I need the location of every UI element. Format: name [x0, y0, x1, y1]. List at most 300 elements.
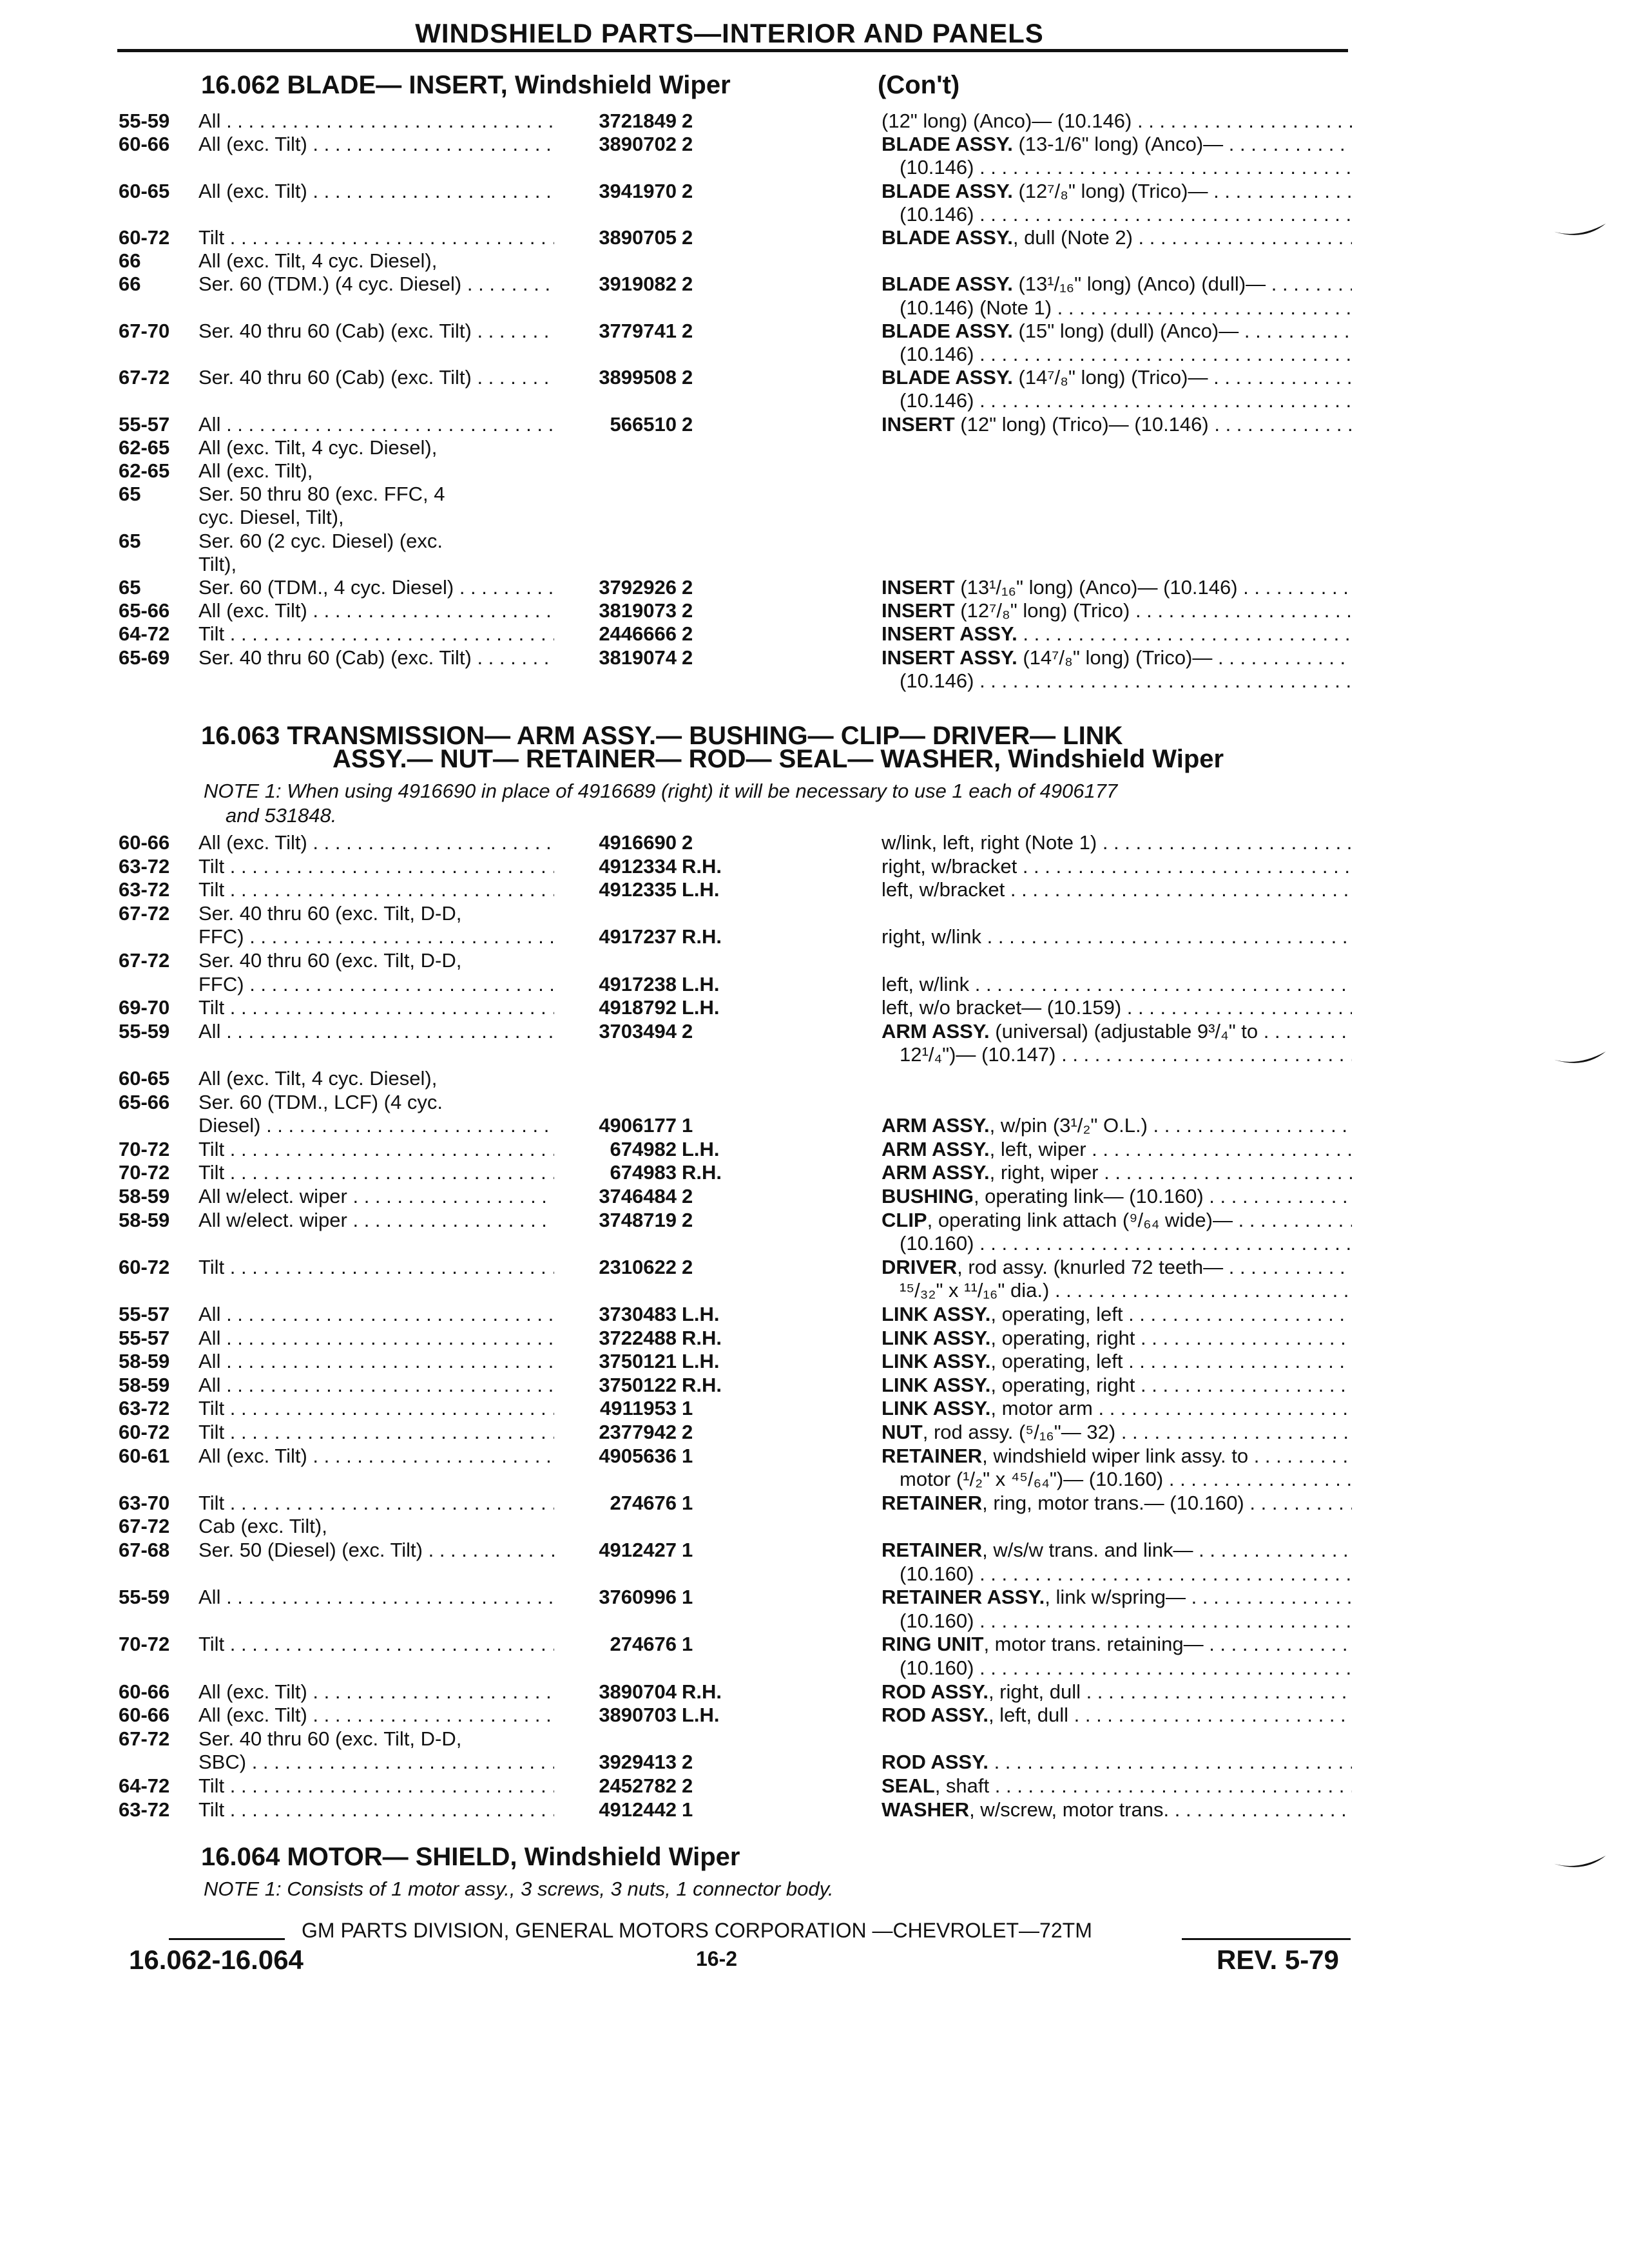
table-row: [0, 902, 1629, 925]
part-number: 3750122: [599, 1373, 677, 1396]
description-text: , left, wiper: [989, 1137, 1086, 1160]
application: Ser. 40 thru 60 (exc. Tilt, D-D,: [198, 949, 462, 972]
table-row: [0, 669, 1629, 693]
part-name: BLADE ASSY.: [882, 273, 1013, 296]
table-row: [0, 576, 1629, 599]
year-range: 60-61: [119, 1444, 170, 1467]
table-row: [0, 203, 1629, 226]
part-name: INSERT: [882, 412, 955, 436]
application: All . . .: [198, 413, 554, 436]
description-text: , operating, right: [990, 1326, 1135, 1349]
description-text: (10.146): [900, 202, 974, 226]
description: [882, 1043, 1352, 1066]
table-row: [0, 343, 1629, 366]
table-row: [0, 1633, 1629, 1656]
quantity: 2: [682, 646, 693, 669]
year-range: 55-59: [119, 110, 170, 132]
description: [882, 576, 1352, 599]
quantity: 1: [682, 1114, 693, 1137]
part-number: 3929413: [599, 1751, 677, 1774]
year-range: 58-59: [119, 1185, 170, 1207]
quantity: 2: [682, 1774, 693, 1797]
application: All (exc. Tilt) . . .: [198, 1704, 554, 1727]
description-text: (14⁷/₈" long) (Trico)—: [1017, 646, 1213, 669]
table-row: [0, 1279, 1629, 1302]
description: [882, 622, 1352, 646]
description-text: , left, dull: [988, 1704, 1069, 1727]
description: [882, 996, 1352, 1019]
description-text: , shaft: [934, 1774, 990, 1797]
part-number: 2377942: [599, 1421, 677, 1443]
table-row: [0, 156, 1629, 179]
part-name: INSERT: [882, 576, 955, 599]
description-text: , operating, left: [990, 1350, 1123, 1373]
description-text: (10.160): [900, 1609, 974, 1632]
quantity: L.H.: [682, 972, 720, 995]
description: [882, 1751, 1352, 1774]
part-number: 2452782: [599, 1774, 677, 1797]
description: [882, 1397, 1352, 1420]
application: Tilt . . .: [198, 1161, 554, 1184]
application: Ser. 50 thru 80 (exc. FFC, 4: [198, 483, 445, 506]
application: Ser. 40 thru 60 (exc. Tilt, D-D,: [198, 901, 462, 925]
quantity: R.H.: [682, 925, 722, 948]
application: Ser. 50 (Diesel) (exc. Tilt) . . .: [198, 1539, 554, 1562]
part-name: INSERT ASSY.: [882, 646, 1017, 669]
description-text: (13-1/6" long) (Anco)—: [1012, 133, 1224, 156]
page-header: WINDSHIELD PARTS—INTERIOR AND PANELS: [415, 18, 1044, 48]
table-row: [0, 1539, 1629, 1562]
part-number: 3890705: [599, 226, 677, 249]
table-row: [0, 646, 1629, 669]
application: Diesel) . . .: [198, 1114, 554, 1137]
part-name: BLADE ASSY.: [882, 179, 1013, 202]
description: [882, 1209, 1352, 1232]
year-range: 67-72: [119, 1727, 170, 1750]
year-range: 67-70: [119, 319, 170, 342]
table-row: [0, 1091, 1629, 1114]
quantity: 1: [682, 1491, 693, 1514]
table-row: [0, 1185, 1629, 1208]
part-number: 3779741: [599, 319, 677, 342]
table-row: [0, 1774, 1629, 1798]
table-row: [0, 296, 1629, 320]
description: [882, 831, 1352, 854]
table-row: [0, 483, 1629, 506]
description-text: (12⁷/₈" long) (Trico): [954, 599, 1130, 622]
description: [882, 226, 1352, 249]
part-name: NUT: [882, 1421, 923, 1443]
application: All (exc. Tilt) . . .: [198, 831, 554, 854]
part-name: INSERT ASSY.: [882, 622, 1017, 646]
table-row: [0, 1468, 1629, 1491]
year-range: 67-68: [119, 1539, 170, 1561]
quantity: R.H.: [682, 1680, 722, 1703]
part-name: ARM ASSY.: [882, 1137, 990, 1160]
application: All . . .: [198, 1303, 554, 1326]
application: All w/elect. wiper . . .: [198, 1209, 554, 1232]
table-row: [0, 1445, 1629, 1468]
application: cyc. Diesel, Tilt),: [198, 506, 344, 529]
description: [882, 180, 1352, 203]
part-name: BLADE ASSY.: [882, 366, 1013, 389]
description: [882, 1704, 1352, 1727]
description: [882, 1657, 1352, 1680]
table-row: [0, 133, 1629, 156]
binder-hole-mark-icon: [1552, 222, 1607, 242]
year-range: 66: [119, 249, 141, 273]
description: [882, 878, 1352, 901]
description-text: , ring, motor trans.— (10.160): [982, 1491, 1244, 1514]
table-row: [0, 1562, 1629, 1586]
description-text: , operating link— (10.160): [973, 1185, 1204, 1207]
part-name: WASHER: [882, 1798, 970, 1821]
description: [882, 646, 1352, 669]
part-number: 4917237: [599, 925, 677, 948]
application: Ser. 60 (2 cyc. Diesel) (exc.: [198, 529, 443, 552]
application: All (exc. Tilt, 4 cyc. Diesel),: [198, 249, 438, 273]
quantity: 2: [682, 576, 693, 599]
part-number: 3890703: [599, 1704, 677, 1727]
table-row: [0, 1515, 1629, 1538]
part-name: LINK ASSY.: [882, 1397, 991, 1420]
description: [882, 925, 1352, 948]
year-range: 65: [119, 576, 141, 599]
table-row: [0, 1232, 1629, 1255]
part-number: 4905636: [599, 1444, 677, 1467]
year-range: 60-72: [119, 1255, 170, 1278]
quantity: 1: [682, 1539, 693, 1561]
description-text: right, w/bracket: [882, 854, 1017, 878]
application: Cab (exc. Tilt),: [198, 1515, 327, 1538]
section-title-16-062: 16.062 BLADE— INSERT, Windshield Wiper: [201, 71, 731, 99]
description: [882, 1562, 1352, 1586]
year-range: 60-72: [119, 1421, 170, 1443]
description-text: , dull (Note 2): [1012, 226, 1133, 249]
description-text: (14⁷/₈" long) (Trico)—: [1012, 366, 1208, 389]
quantity: 2: [682, 1255, 693, 1278]
description-text: , link w/spring—: [1045, 1586, 1186, 1609]
description: [882, 1421, 1352, 1444]
description-text: (10.146): [900, 156, 974, 179]
application: Tilt . . .: [198, 1774, 554, 1798]
table-row: [0, 878, 1629, 901]
footer-rule-left: [169, 1938, 285, 1940]
description-text: , operating, right: [990, 1373, 1135, 1396]
year-range: 63-72: [119, 854, 170, 878]
part-number: 674982: [610, 1137, 677, 1160]
description-text: , rod assy. (⁵/₁₆"— 32): [922, 1421, 1116, 1443]
table-row: [0, 180, 1629, 203]
table-row: [0, 1492, 1629, 1515]
year-range: 60-66: [119, 1704, 170, 1727]
description-text: (10.146): [900, 389, 974, 412]
table-row: [0, 389, 1629, 412]
description: [882, 1020, 1352, 1043]
application: Tilt . . .: [198, 1798, 554, 1821]
table-row: [0, 553, 1629, 576]
year-range: 55-57: [119, 1303, 170, 1325]
application: Ser. 60 (TDM.) (4 cyc. Diesel) . . .: [198, 273, 554, 296]
year-range: 60-65: [119, 179, 170, 202]
description: [882, 1680, 1352, 1704]
description: [882, 1610, 1352, 1633]
application: Tilt),: [198, 552, 237, 575]
description-text: w/link, left, right (Note 1): [882, 831, 1097, 854]
table-row: [0, 1727, 1629, 1751]
application: Tilt . . .: [198, 1256, 554, 1279]
part-number: 4912334: [599, 854, 677, 878]
quantity: 2: [682, 179, 693, 202]
description: [882, 320, 1352, 343]
table-row: [0, 1610, 1629, 1633]
section-continued-label: (Con't): [878, 71, 960, 99]
application: All w/elect. wiper . . .: [198, 1185, 554, 1208]
table-row: [0, 949, 1629, 972]
quantity: L.H.: [682, 1350, 720, 1373]
quantity: L.H.: [682, 1704, 720, 1727]
description-text: (12" long) (Trico)— (10.146): [954, 412, 1209, 436]
part-name: LINK ASSY.: [882, 1303, 991, 1325]
part-name: ARM ASSY.: [882, 1161, 990, 1184]
part-name: LINK ASSY.: [882, 1326, 991, 1349]
part-name: BLADE ASSY.: [882, 319, 1013, 342]
table-row: [0, 436, 1629, 459]
application: Ser. 40 thru 60 (Cab) (exc. Tilt) . . .: [198, 366, 554, 389]
part-name: ROD ASSY.: [882, 1704, 988, 1727]
quantity: 1: [682, 1633, 693, 1656]
quantity: 1: [682, 1397, 693, 1420]
part-number: 4906177: [599, 1114, 677, 1137]
quantity: 1: [682, 1798, 693, 1821]
description-text: , windshield wiper link assy. to: [982, 1444, 1249, 1467]
table-row: [0, 1397, 1629, 1420]
year-range: 64-72: [119, 1774, 170, 1797]
description: [882, 1798, 1352, 1821]
part-name: DRIVER: [882, 1255, 958, 1278]
part-name: RETAINER: [882, 1444, 983, 1467]
part-name: LINK ASSY.: [882, 1373, 991, 1396]
description-text: , w/screw, motor trans.: [969, 1798, 1170, 1821]
part-name: ROD ASSY.: [882, 1751, 988, 1774]
description-text: right, w/link: [882, 925, 982, 948]
description: [882, 343, 1352, 366]
table-row: [0, 1798, 1629, 1821]
quantity: 1: [682, 1586, 693, 1609]
table-row: [0, 1704, 1629, 1727]
table-row: [0, 530, 1629, 553]
part-name: ARM ASSY.: [882, 1019, 990, 1043]
quantity: 2: [682, 110, 693, 132]
part-number: 3819074: [599, 646, 677, 669]
year-range: 60-65: [119, 1067, 170, 1090]
table-row: [0, 622, 1629, 646]
part-name: BUSHING: [882, 1185, 974, 1207]
description: [882, 1468, 1352, 1491]
application: All (exc. Tilt) . . .: [198, 180, 554, 203]
table-row: [0, 459, 1629, 483]
quantity: R.H.: [682, 1161, 722, 1184]
part-number: 4912442: [599, 1798, 677, 1821]
description: [882, 1774, 1352, 1798]
year-range: 58-59: [119, 1208, 170, 1231]
application: All (exc. Tilt) . . .: [198, 599, 554, 622]
part-number: 3890704: [599, 1680, 677, 1703]
quantity: 2: [682, 1751, 693, 1774]
quantity: 1: [682, 1444, 693, 1467]
description-text: (10.160): [900, 1562, 974, 1585]
part-number: 4916690: [599, 831, 677, 854]
table-row: [0, 1161, 1629, 1184]
part-number: 4918792: [599, 996, 677, 1019]
year-range: 63-72: [119, 878, 170, 901]
table-row: [0, 1114, 1629, 1137]
binder-hole-mark-icon: [1552, 1050, 1607, 1070]
part-number: 3746484: [599, 1185, 677, 1207]
description-text: , motor arm: [990, 1397, 1093, 1420]
year-range: 70-72: [119, 1137, 170, 1160]
part-number: 3760996: [599, 1586, 677, 1609]
part-number: 4917238: [599, 972, 677, 995]
description: [882, 133, 1352, 156]
year-range: 58-59: [119, 1373, 170, 1396]
footer-page-number: 16-2: [696, 1947, 738, 1970]
description: [882, 1161, 1352, 1184]
description: [882, 669, 1352, 693]
description: [882, 1374, 1352, 1397]
description-text: (10.146) (Note 1): [900, 296, 1052, 319]
year-range: 65-69: [119, 646, 170, 669]
description: [882, 1256, 1352, 1279]
description: [882, 1539, 1352, 1562]
table-row: [0, 1586, 1629, 1609]
table-row: [0, 413, 1629, 436]
description-text: , w/pin (3¹/₂" O.L.): [989, 1114, 1148, 1137]
part-number: 3748719: [599, 1208, 677, 1231]
year-range: 67-72: [119, 1515, 170, 1538]
quantity: 2: [682, 412, 693, 436]
description: [882, 1327, 1352, 1350]
description: [882, 389, 1352, 412]
description: [882, 203, 1352, 226]
year-range: 70-72: [119, 1633, 170, 1656]
description: [882, 1492, 1352, 1515]
table-row: [0, 1067, 1629, 1090]
section-16-063-note-line2: and 531848.: [226, 804, 337, 827]
header-rule: [117, 49, 1348, 52]
part-number: 4912335: [599, 878, 677, 901]
application: All . . .: [198, 1020, 554, 1043]
description: [882, 1279, 1352, 1302]
application: FFC) . . .: [198, 973, 554, 996]
year-range: 55-59: [119, 1019, 170, 1043]
quantity: 2: [682, 599, 693, 622]
year-range: 60-66: [119, 133, 170, 156]
quantity: L.H.: [682, 1137, 720, 1160]
description: [882, 413, 1352, 436]
quantity: R.H.: [682, 1326, 722, 1349]
table-row: [0, 599, 1629, 622]
description-text: (10.146): [900, 343, 974, 365]
description-text: (13¹/₁₆" long) (Anco) (dull)—: [1012, 273, 1266, 296]
description: [882, 1232, 1352, 1255]
year-range: 65-66: [119, 599, 170, 622]
application: Tilt . . .: [198, 1421, 554, 1444]
description-text: (10.146): [900, 669, 974, 692]
part-number: 2310622: [599, 1255, 677, 1278]
quantity: 2: [682, 133, 693, 156]
application: All (exc. Tilt) . . .: [198, 1680, 554, 1704]
application: FFC) . . .: [198, 925, 554, 948]
quantity: R.H.: [682, 1373, 722, 1396]
part-number: 3730483: [599, 1303, 677, 1325]
part-number: 3792926: [599, 576, 677, 599]
description-text: , operating link attach (⁹/₆₄ wide)—: [927, 1208, 1233, 1231]
year-range: 62-65: [119, 459, 170, 482]
quantity: L.H.: [682, 878, 720, 901]
year-range: 64-72: [119, 622, 170, 646]
part-name: BLADE ASSY.: [882, 226, 1013, 249]
part-name: LINK ASSY.: [882, 1350, 991, 1373]
section-title-16-063: 16.063 TRANSMISSION— ARM ASSY.— BUSHING— CLIP— DRIVER— LINK: [201, 722, 1123, 750]
description-text: motor (¹/₂" x ⁴⁵/₆₄")— (10.160): [900, 1468, 1164, 1491]
footer-revision: REV. 5-79: [1217, 1945, 1339, 1975]
part-number: 3819073: [599, 599, 677, 622]
quantity: 2: [682, 831, 693, 854]
description-text: , right, dull: [988, 1680, 1081, 1703]
description-text: left, w/o bracket— (10.159): [882, 996, 1122, 1019]
table-row: [0, 110, 1629, 133]
table-row: [0, 366, 1629, 389]
part-number: 2446666: [599, 622, 677, 646]
application: All (exc. Tilt) . . .: [198, 1445, 554, 1468]
year-range: 62-65: [119, 436, 170, 459]
description-text: (12" long) (Anco)— (10.146): [882, 110, 1132, 132]
description-text: (10.160): [900, 1232, 974, 1255]
year-range: 60-66: [119, 831, 170, 854]
application: All . . .: [198, 1374, 554, 1397]
part-name: ROD ASSY.: [882, 1680, 988, 1703]
year-range: 65: [119, 529, 141, 552]
description-text: , rod assy. (knurled 72 teeth—: [957, 1255, 1224, 1278]
part-name: INSERT: [882, 599, 955, 622]
part-number: 3890702: [599, 133, 677, 156]
application: Tilt . . .: [198, 622, 554, 646]
section-16-064-note: NOTE 1: Consists of 1 motor assy., 3 screws, 3 nuts, 1 connector body.: [204, 1878, 834, 1900]
application: Ser. 60 (TDM., LCF) (4 cyc.: [198, 1090, 443, 1113]
table-row: [0, 973, 1629, 996]
part-number: 3703494: [599, 1019, 677, 1043]
table-row: [0, 1680, 1629, 1704]
description: [882, 1633, 1352, 1656]
table-row: [0, 996, 1629, 1019]
year-range: 55-59: [119, 1586, 170, 1609]
part-number: 3750121: [599, 1350, 677, 1373]
year-range: 66: [119, 273, 141, 296]
application: All (exc. Tilt),: [198, 459, 313, 482]
table-row: [0, 1751, 1629, 1774]
part-number: 3919082: [599, 273, 677, 296]
description-text: (universal) (adjustable 9³/₄" to: [989, 1019, 1258, 1043]
quantity: 2: [682, 1208, 693, 1231]
description-text: (15" long) (dull) (Anco)—: [1012, 319, 1239, 342]
application: SBC) . . .: [198, 1751, 554, 1774]
table-row: [0, 831, 1629, 854]
part-name: BLADE ASSY.: [882, 133, 1013, 156]
description: [882, 366, 1352, 389]
table-row: [0, 1350, 1629, 1373]
application: Ser. 40 thru 60 (Cab) (exc. Tilt) . . .: [198, 646, 554, 669]
